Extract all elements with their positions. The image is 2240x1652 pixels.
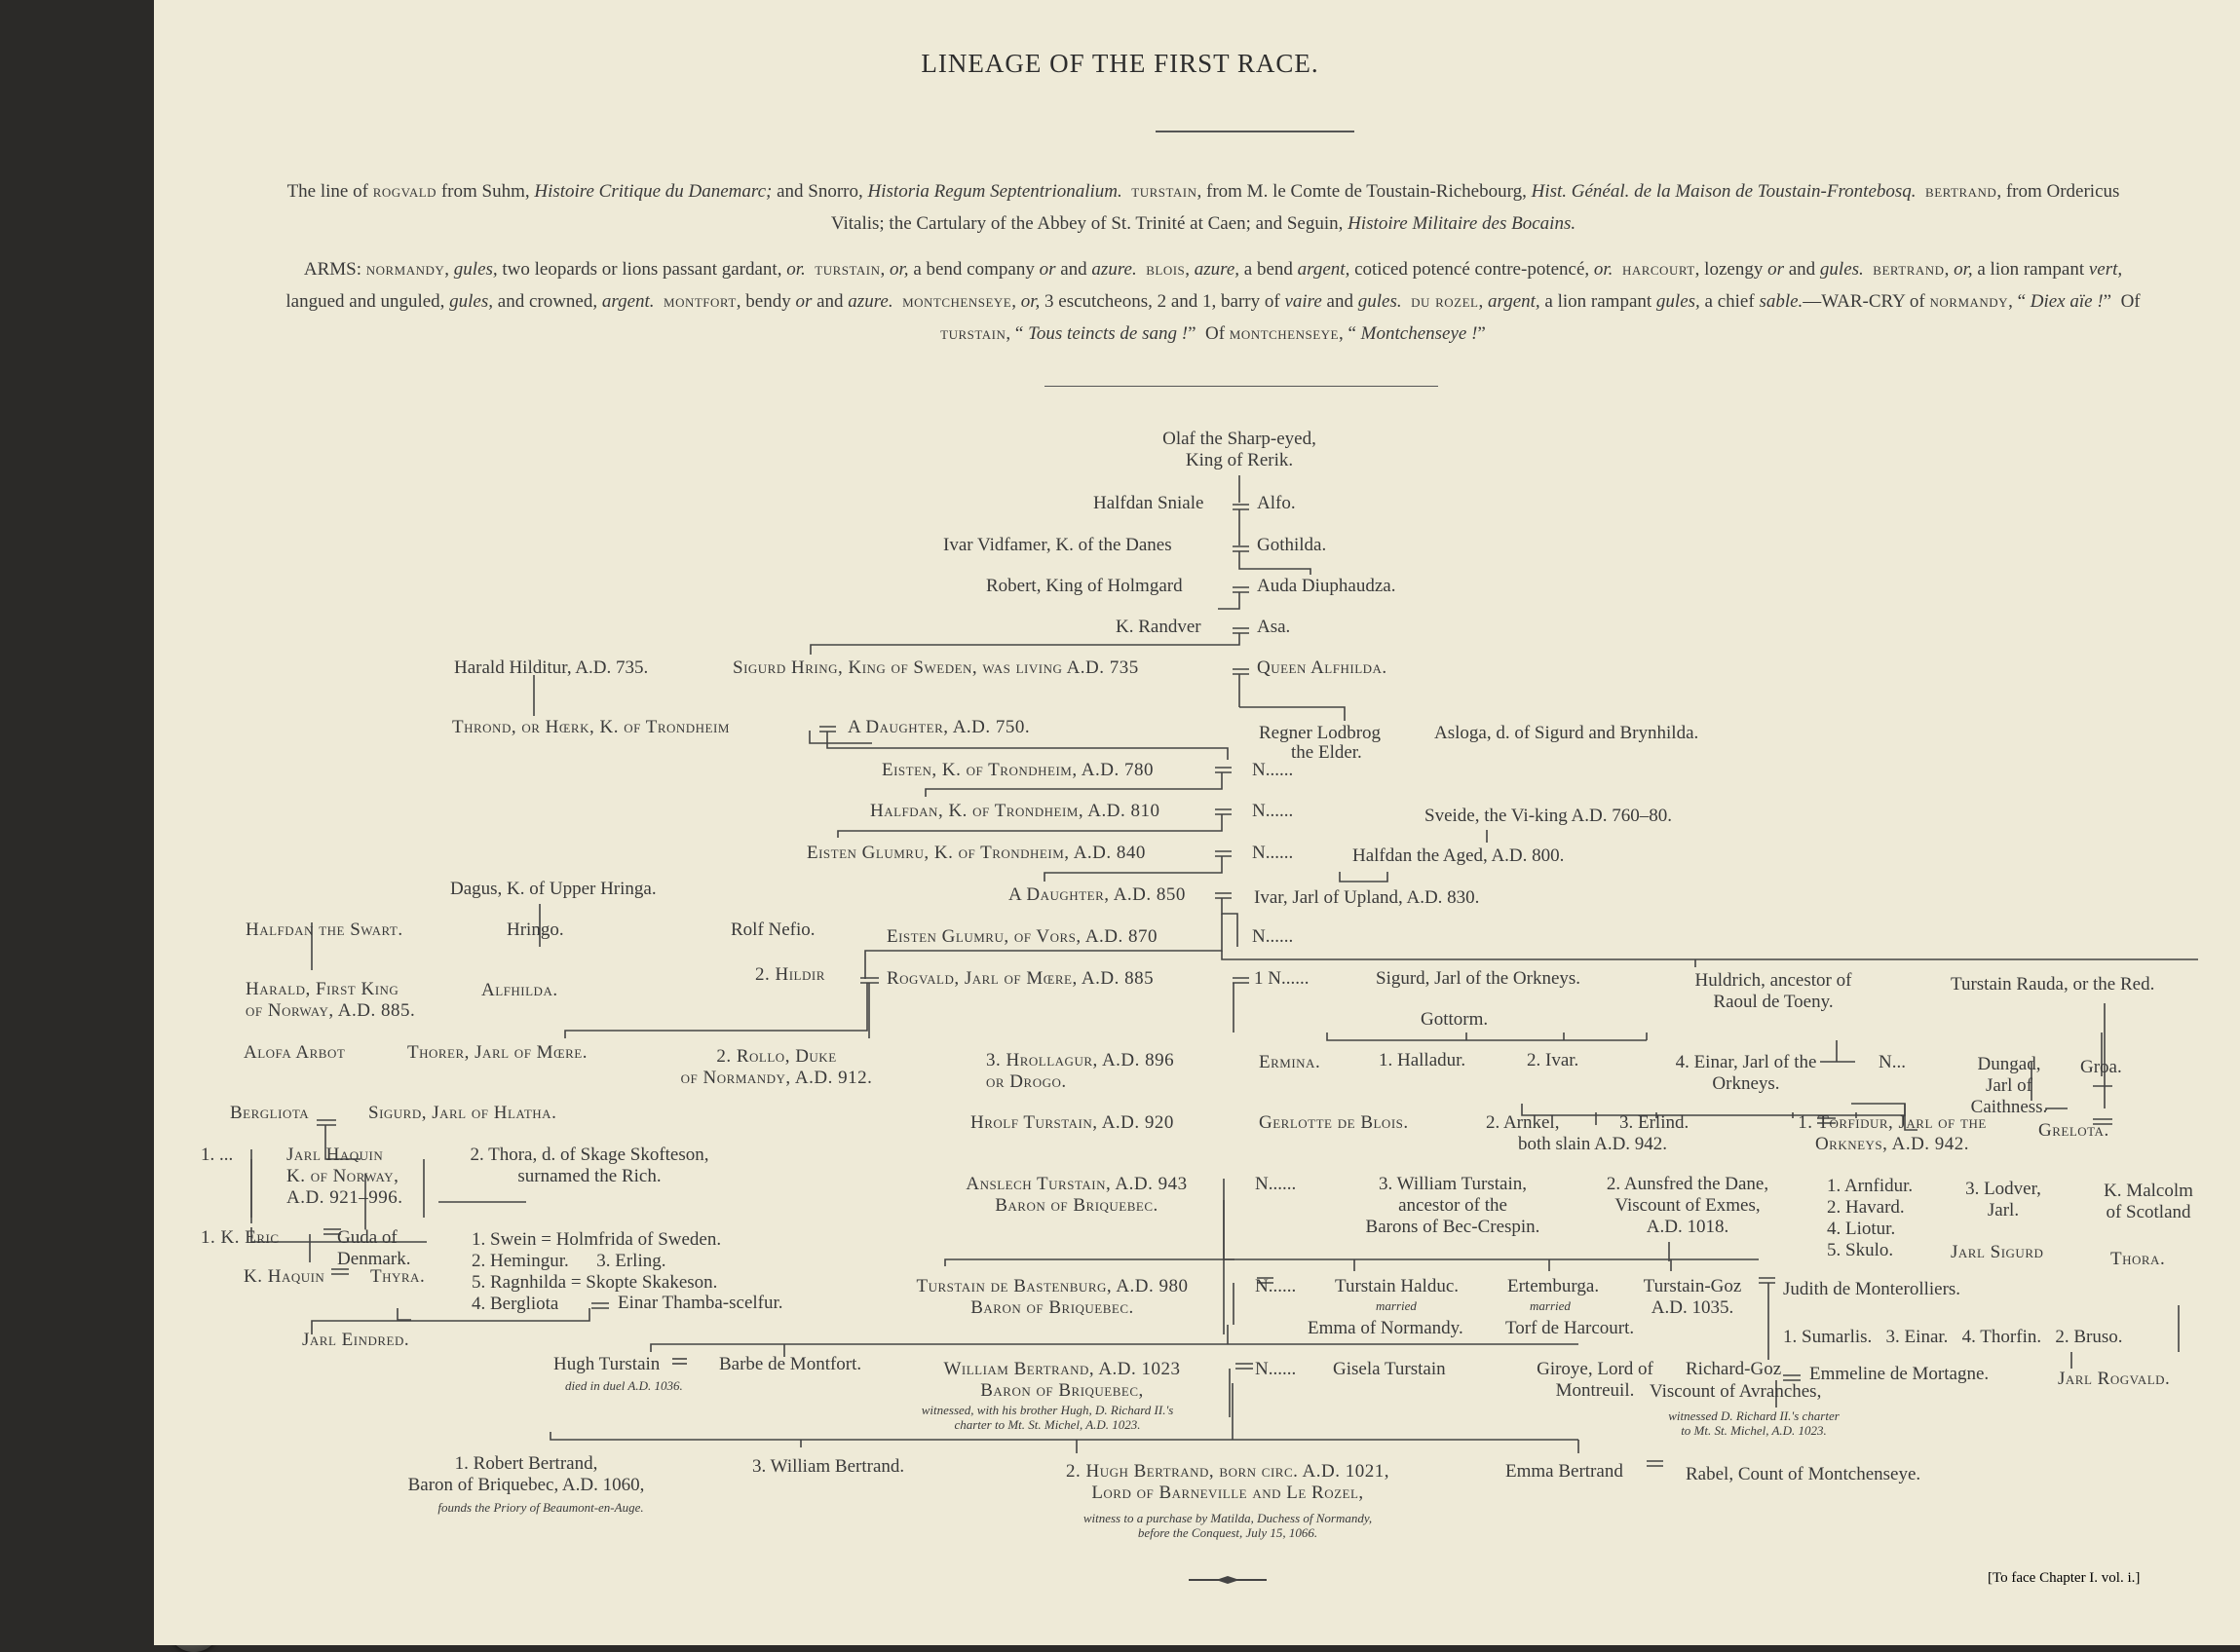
node-gisela: Gisela Turstain — [1333, 1359, 1446, 1379]
node-harald-hilditur: Harald Hilditur, A.D. 735. — [454, 657, 649, 678]
node-a-daughter-850: A Daughter, A.D. 850 — [1008, 884, 1186, 905]
node-asloga: Asloga, d. of Sigurd and Brynhilda. — [1434, 723, 1699, 743]
node-witness-purchase: witness to a purchase by Matilda, Duchess of Normandy, before the Conquest, July 15, 1066. — [1082, 1511, 1373, 1540]
node-jarl-eindred: Jarl Eindred. — [302, 1330, 410, 1350]
node-jarl-haquin: Jarl Haquin K. of Norway, A.D. 921–996. — [286, 1145, 403, 1208]
node-emma-bertrand: Emma Bertrand — [1505, 1461, 1623, 1482]
node-torfidur: 1. Torfidur, Jarl of the Orkneys, A.D. 942. — [1798, 1112, 1987, 1154]
node-n-840: N...... — [1252, 843, 1294, 863]
node-n-870: N...... — [1252, 926, 1294, 947]
node-barbe: Barbe de Montfort. — [719, 1354, 862, 1374]
node-richard-goz: Richard-Goz — [1686, 1359, 1782, 1379]
node-giroye: Giroye, Lord of Montreuil. — [1537, 1359, 1653, 1401]
node-dungad: Dungad, Jarl of Caithness. — [1970, 1054, 2048, 1117]
node-ermina: Ermina. — [1259, 1052, 1321, 1072]
node-n-einar: N... — [1879, 1052, 1906, 1072]
node-robert-bertrand: 1. Robert Bertrand, Baron of Briquebec, A.D. 1060, — [407, 1453, 645, 1495]
node-queen-alfhilda: Queen Alfhilda. — [1257, 657, 1387, 678]
node-halfdan-sniale: Halfdan Sniale — [1093, 493, 1204, 513]
node-sveide: Sveide, the Vi-king A.D. 760–80. — [1424, 806, 1672, 826]
node-both-slain: both slain A.D. 942. — [1518, 1134, 1668, 1154]
node-sigurd-hlatha: Sigurd, Jarl of Hlatha. — [368, 1103, 557, 1123]
node-hringo: Hringo. — [507, 920, 564, 940]
node-turstain-halduc: Turstain Halduc. — [1335, 1276, 1460, 1296]
node-alofa: Alofa Arbot — [244, 1042, 346, 1063]
node-gerlotte: Gerlotte de Blois. — [1259, 1112, 1409, 1133]
node-gottorm: Gottorm. — [1421, 1009, 1489, 1030]
node-one-n: 1 N...... — [1254, 968, 1310, 989]
node-guda: Guda of Denmark. — [337, 1227, 411, 1269]
node-witnessed-hugh: witnessed, with his brother Hugh, D. Richard II.'s charter to Mt. St. Michel, A.D. 1023. — [921, 1403, 1174, 1432]
node-died-duel: died in duel A.D. 1036. — [565, 1378, 683, 1393]
node-the-elder: the Elder. — [1291, 742, 1362, 763]
node-hugh-bertrand: 2. Hugh Bertrand, born circ. A.D. 1021, Lord of Barneville and Le Rozel, — [1065, 1461, 1390, 1503]
arms-paragraph: ARMS: normandy, gules, two leopards or lions passant gardant, or. turstain, or, a bend company or and azure. blois, azure, a bend argent, coticed potencé contre-potencé, or. harcourt, lozengy or and gules. bertrand, or, a lion rampant vert, langued and unguled, gules, and crowned, argent. montfort, bendy or and azure. montchenseye, or, 3 escutcheons, 2 and 1, barry of vaire and gules. du rozel, argent, a lion rampant gules, a chief sable.—WAR-CRY of normandy, “ Diex aïe !” Of turstain, “ Tous teincts de sang !” Of montchenseye, “ Montchenseye !” — [285, 259, 2141, 344]
node-halfdan-aged: Halfdan the Aged, A.D. 800. — [1352, 845, 1565, 866]
node-rolf-nefio: Rolf Nefio. — [731, 920, 816, 940]
node-turstain-goz: Turstain-Goz A.D. 1035. — [1643, 1276, 1742, 1318]
node-grelota: Grelota. — [2038, 1120, 2109, 1141]
node-william-bertrand: William Bertrand, A.D. 1023 Baron of Briquebec, — [943, 1359, 1181, 1401]
node-jarl-sigurd: Jarl Sigurd — [1951, 1242, 2044, 1262]
node-alfo: Alfo. — [1257, 493, 1296, 513]
node-judith: Judith de Monterolliers. — [1783, 1279, 1961, 1299]
node-witnessed-richard: witnessed D. Richard II.'s charter to Mt. St. Michel, A.D. 1023. — [1668, 1408, 1840, 1438]
node-halfdan-810: Halfdan, K. of Trondheim, A.D. 810 — [870, 801, 1160, 821]
page-title: LINEAGE OF THE FIRST RACE. — [921, 49, 1319, 78]
node-groa: Groa. — [2080, 1057, 2122, 1077]
node-sigurd-orkneys: Sigurd, Jarl of the Orkneys. — [1376, 968, 1581, 989]
node-thyra: Thyra. — [370, 1266, 426, 1287]
node-harald-first-king: Harald, First King of Norway, A.D. 885. — [246, 979, 416, 1021]
node-thora-skage: 2. Thora, d. of Skage Skofteson, surnamed the Rich. — [470, 1145, 709, 1186]
node-ivar-vidfamer: Ivar Vidfamer, K. of the Danes — [943, 535, 1172, 555]
node-ivar-upland: Ivar, Jarl of Upland, A.D. 830. — [1254, 887, 1480, 908]
node-rollo: 2. Rollo, Duke of Normandy, A.D. 912. — [680, 1046, 873, 1088]
node-robert-holmgard: Robert, King of Holmgard — [986, 576, 1183, 596]
sources-paragraph: The line of rogvald from Suhm, Histoire Critique du Danemarc; and Snorro, Historia Regum Septentrionalium. turstain, from M. le Comte de Toustain-Richebourg, Hist. Généal. de la Maison de Toustain-Frontebosq. bertrand, from Ordericus Vitalis; the Cartulary of the Abbey of St. Trinité at Caen; and Seguin, Histoire Militaire des Bocains. — [286, 181, 2120, 234]
node-n-780: N...... — [1252, 760, 1294, 780]
node-eisten-vors: Eisten Glumru, of Vors, A.D. 870 — [887, 926, 1158, 947]
node-erlind: 3. Erlind. — [1619, 1112, 1689, 1133]
node-randver: K. Randver — [1116, 617, 1201, 637]
node-one-dots: 1. ... — [201, 1145, 234, 1165]
node-n-810: N...... — [1252, 801, 1294, 821]
node-asa: Asa. — [1257, 617, 1291, 637]
node-hugh-turstain: Hugh Turstain — [553, 1354, 661, 1374]
node-einar: 4. Einar, Jarl of the Orkneys. — [1675, 1052, 1817, 1094]
node-bergliota: Bergliota — [230, 1103, 310, 1123]
node-william-bertrand-3: 3. William Bertrand. — [752, 1456, 905, 1477]
node-a-daughter-750: A Daughter, A.D. 750. — [848, 717, 1031, 737]
node-n-943: N...... — [1255, 1174, 1297, 1194]
node-thora2: Thora. — [2110, 1249, 2166, 1269]
node-aunsfred: 2. Aunsfred the Dane, Viscount of Exmes, A.D. 1018. — [1606, 1174, 1769, 1237]
node-emmeline: Emmeline de Mortagne. — [1809, 1364, 1990, 1384]
node-halladur: 1. Halladur. — [1379, 1050, 1466, 1070]
node-jarl-rogvald: Jarl Rogvald. — [2058, 1369, 2171, 1389]
node-turstain-bastenburg: Turstain de Bastenburg, A.D. 980 Baron of Briquebec. — [916, 1276, 1189, 1318]
footer-note: [To face Chapter I. vol. i.] — [1988, 1570, 2141, 1586]
node-sigurd-hring: Sigurd Hring, King of Sweden, was living A.D. 735 — [733, 657, 1139, 678]
node-sons-torfidur: 1. Arnfidur. 2. Havard. 4. Liotur. 5. Skulo. — [1827, 1176, 1914, 1260]
node-einar-thamba: Einar Thamba-scelfur. — [618, 1293, 783, 1313]
node-founds-priory: founds the Priory of Beaumont-en-Auge. — [437, 1500, 644, 1515]
node-hrolf-turstain: Hrolf Turstain, A.D. 920 — [970, 1112, 1174, 1133]
node-ivar2: 2. Ivar. — [1527, 1050, 1579, 1070]
node-anslech: Anslech Turstain, A.D. 943 Baron of Briquebec. — [966, 1174, 1188, 1216]
node-emma-normandy: Emma of Normandy. — [1308, 1318, 1463, 1338]
node-sumarlis-line: 1. Sumarlis. 3. Einar. 4. Thorfin. 2. Bruso. — [1783, 1327, 2123, 1347]
node-k-haquin: K. Haquin — [244, 1266, 325, 1287]
node-turstain-rauda: Turstain Rauda, or the Red. — [1951, 974, 2155, 995]
node-n-1023: N...... — [1255, 1359, 1297, 1379]
node-hildir: 2. Hildir — [755, 964, 825, 985]
node-married-2: married — [1530, 1298, 1571, 1313]
node-viscount-avranches: Viscount of Avranches, — [1650, 1381, 1822, 1402]
node-k-malcolm: K. Malcolm of Scotland — [2104, 1181, 2193, 1222]
node-arnkel: 2. Arnkel, — [1486, 1112, 1560, 1133]
node-swein-list: 1. Swein = Holmfrida of Sweden. 2. Hemingur. 3. Erling. 5. Ragnhilda = Skopte Skakeson. 4. Bergliota — [472, 1229, 722, 1314]
node-william-turstain: 3. William Turstain, ancestor of the Barons of Bec-Crespin. — [1365, 1174, 1540, 1237]
node-olaf: Olaf the Sharp-eyed, King of Rerik. — [1162, 429, 1316, 470]
node-auda: Auda Diuphaudza. — [1257, 576, 1396, 596]
node-alfhilda: Alfhilda. — [481, 980, 558, 1000]
node-halfdan-swart: Halfdan the Swart. — [246, 920, 403, 940]
node-thorer: Thorer, Jarl of Mœre. — [407, 1042, 588, 1063]
node-gothilda: Gothilda. — [1257, 535, 1327, 555]
node-regner: Regner Lodbrog — [1259, 723, 1382, 743]
node-eisten-glumru-840: Eisten Glumru, K. of Trondheim, A.D. 840 — [807, 843, 1146, 863]
node-ertemburga: Ertemburga. — [1507, 1276, 1600, 1296]
node-lodver: 3. Lodver, Jarl. — [1965, 1179, 2041, 1220]
node-huldrich: Huldrich, ancestor of Raoul de Toeny. — [1694, 970, 1852, 1012]
node-thrond: Thrond, or Hœrk, K. of Trondheim — [452, 717, 730, 737]
node-hrollagur: 3. Hrollagur, A.D. 896 or Drogo. — [986, 1050, 1175, 1092]
node-rabel: Rabel, Count of Montchenseye. — [1686, 1464, 1921, 1484]
node-rogvald: Rogvald, Jarl of Mœre, A.D. 885 — [887, 968, 1155, 989]
node-married-1: married — [1376, 1298, 1417, 1313]
node-dagus: Dagus, K. of Upper Hringa. — [450, 879, 657, 899]
node-eisten-780: Eisten, K. of Trondheim, A.D. 780 — [882, 760, 1154, 780]
node-n-980: N...... — [1255, 1276, 1297, 1296]
node-k-eric: 1. K. Eric — [201, 1227, 280, 1248]
node-torf-harcourt: Torf de Harcourt. — [1505, 1318, 1635, 1338]
